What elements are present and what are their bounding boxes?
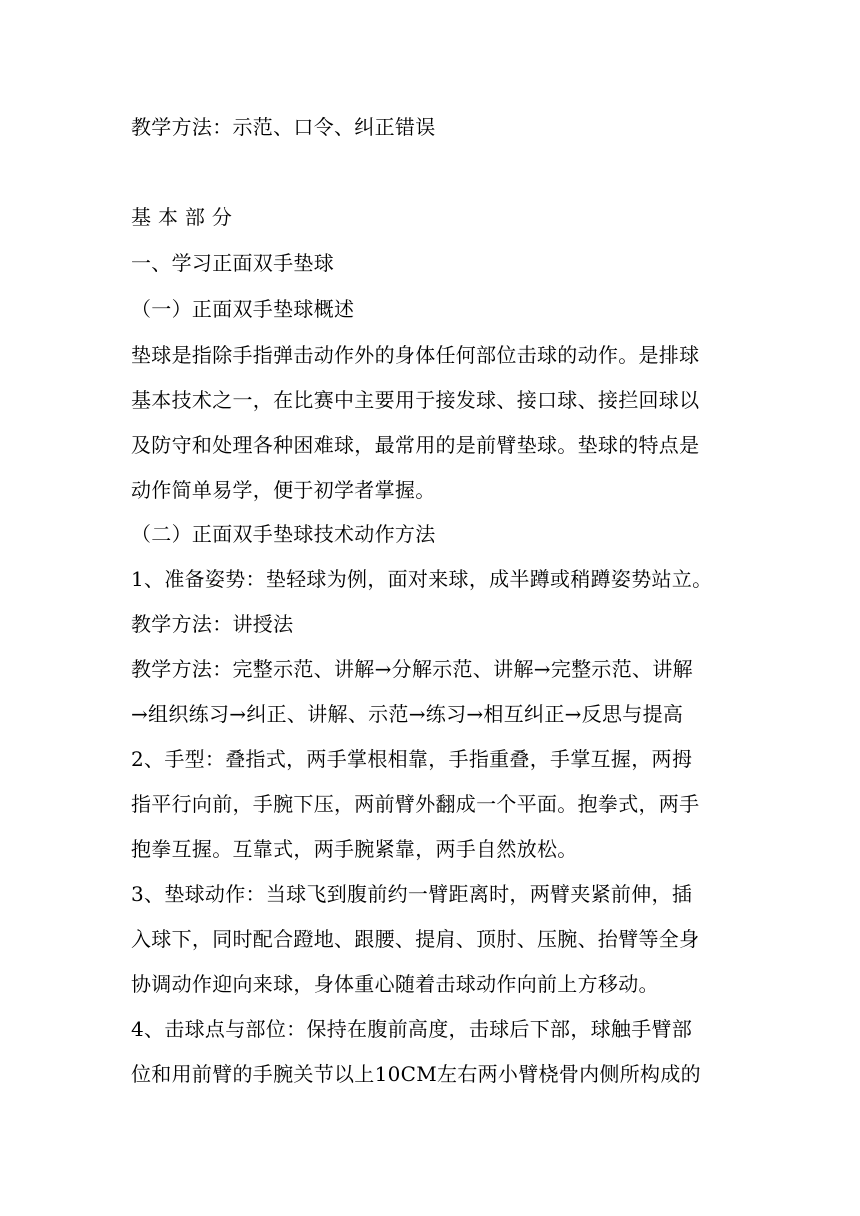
paragraph-line: →组织练习→纠正、讲解、示范→练习→相互纠正→反思与提高 (131, 702, 684, 726)
paragraph-line: 指平行向前，手腕下压，两前臂外翻成一个平面。抱拳式，两手 (131, 792, 700, 816)
paragraph-line: 基本技术之一，在比赛中主要用于接发球、接口球、接拦回球以 (131, 388, 700, 412)
subheading-technique-method: （二）正面双手垫球技术动作方法 (131, 522, 436, 546)
subheading-overview: （一）正面双手垫球概述 (131, 297, 355, 321)
paragraph-line: 协调动作迎向来球，身体重心随着击球动作向前上方移动。 (131, 972, 659, 996)
paragraph-line: 3、垫球动作：当球飞到腹前约一臂距离时，两臂夹紧前伸，插 (131, 882, 693, 906)
paragraph-line: 及防守和处理各种困难球，最常用的是前臂垫球。垫球的特点是 (131, 433, 700, 457)
paragraph-line: 位和用前臂的手腕关节以上10CM左右两小臂桡骨内侧所构成的 (131, 1062, 701, 1086)
teaching-method-line: 教学方法：示范、口令、纠正错误 (131, 115, 436, 139)
paragraph-line: 教学方法：讲授法 (131, 612, 294, 636)
paragraph-line: 4、击球点与部位：保持在腹前高度，击球后下部，球触手臂部 (131, 1017, 693, 1041)
paragraph-line: 2、手型：叠指式，两手掌根相靠，手指重叠，手掌互握，两拇 (131, 747, 693, 771)
paragraph-line: 入球下，同时配合蹬地、跟腰、提肩、顶肘、压腕、抬臂等全身 (131, 927, 700, 951)
section-heading-basic-part: 基 本 部 分 (131, 205, 233, 229)
paragraph-line: 垫球是指除手指弹击动作外的身体任何部位击球的动作。是排球 (131, 343, 700, 367)
paragraph-line: 1、准备姿势：垫轻球为例，面对来球，成半蹲或稍蹲姿势站立。 (131, 567, 713, 591)
paragraph-line: 动作简单易学，便于初学者掌握。 (131, 478, 436, 502)
heading-learn-forearm-pass: 一、学习正面双手垫球 (131, 251, 334, 275)
paragraph-line: 抱拳互握。互靠式，两手腕紧靠，两手自然放松。 (131, 837, 578, 861)
paragraph-line: 教学方法：完整示范、讲解→分解示范、讲解→完整示范、讲解 (131, 657, 693, 681)
